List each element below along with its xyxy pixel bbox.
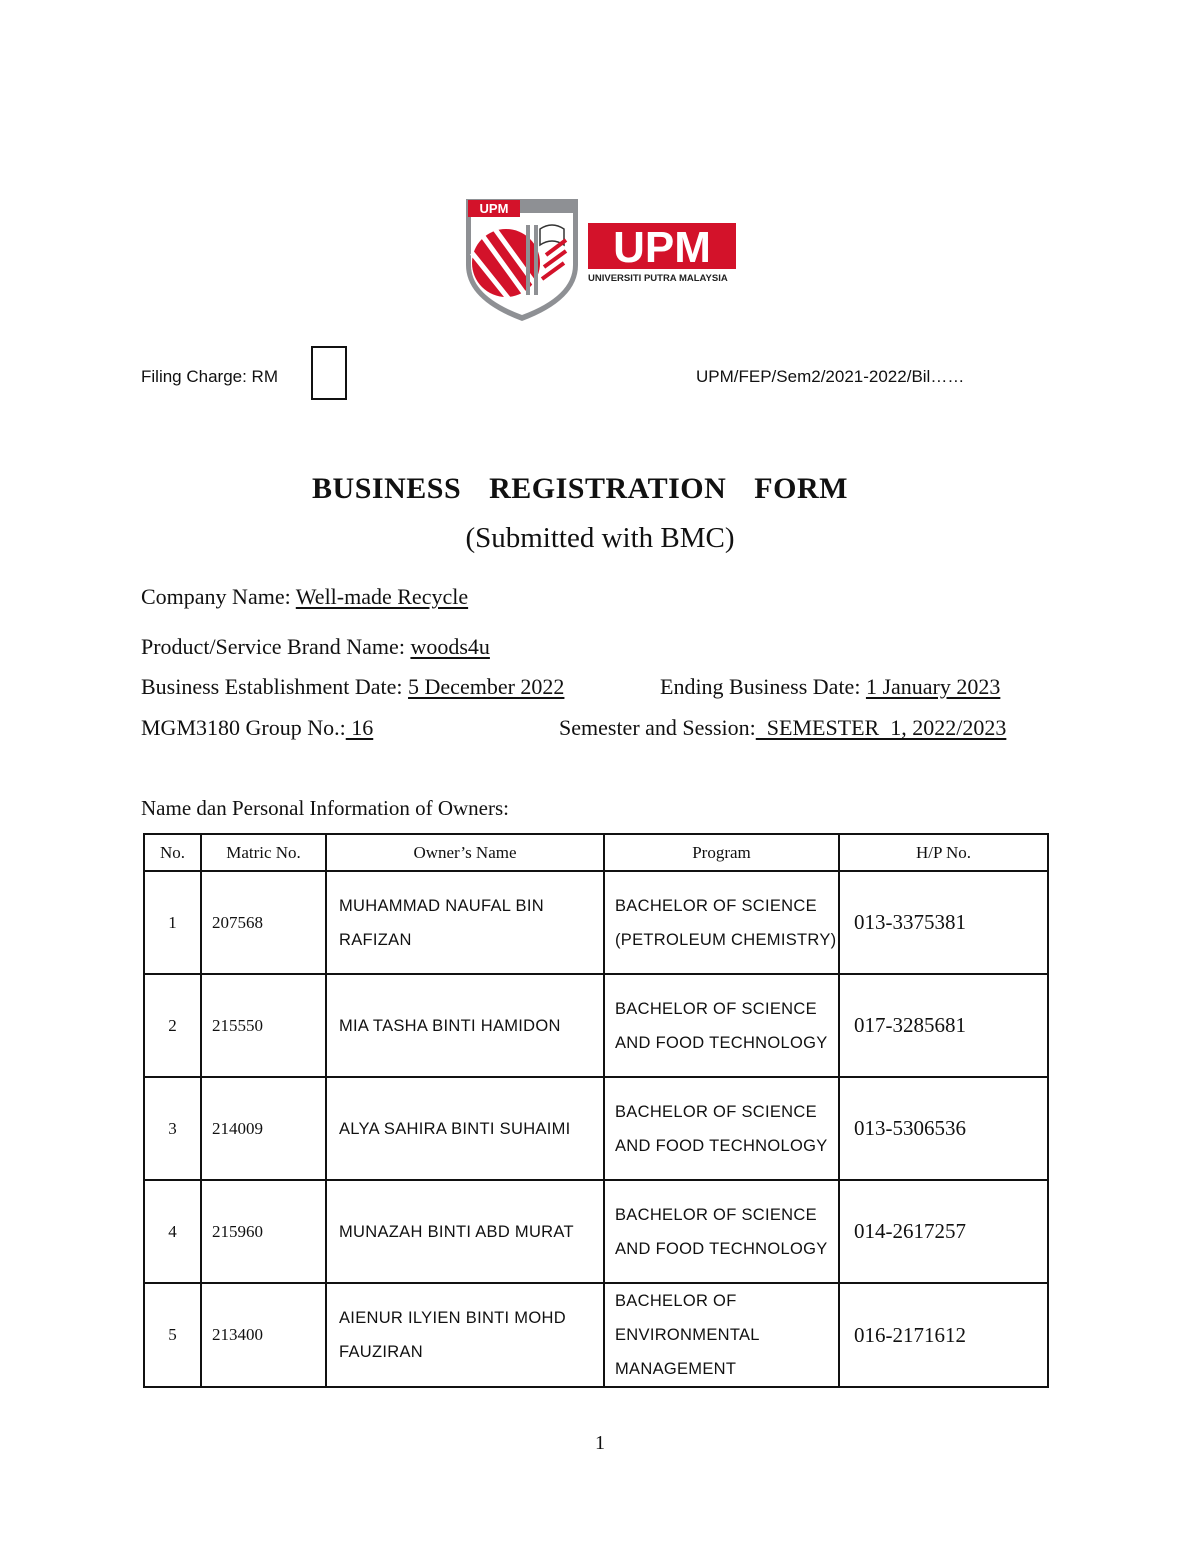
semester-session-field xyxy=(559,715,1006,741)
table-row xyxy=(144,871,1048,974)
table-row xyxy=(144,1180,1048,1283)
establishment-date-value: 5 December 2022 xyxy=(408,674,565,699)
cell-matric: 215960 xyxy=(201,1180,326,1283)
cell-hp: 014-2617257 xyxy=(839,1180,1048,1283)
shield-badge-text: UPM xyxy=(479,201,509,216)
cell-no: 5 xyxy=(144,1283,201,1387)
column-header-hp: H/P No. xyxy=(839,834,1048,871)
upm-logo xyxy=(462,195,742,325)
ending-date-field xyxy=(660,674,1000,700)
cell-matric: 207568 xyxy=(201,871,326,974)
form-title: BUSINESS REGISTRATION FORM xyxy=(312,472,848,505)
group-number-field xyxy=(141,715,373,741)
brand-name-label: Product/Service Brand Name: xyxy=(141,634,411,659)
owners-table xyxy=(143,833,1049,1388)
table-row xyxy=(144,1283,1048,1387)
reference-number: UPM/FEP/Sem2/2021-2022/Bil…… xyxy=(696,367,965,386)
cell-program: BACHELOR OF ENVIRONMENTAL MANAGEMENT xyxy=(604,1283,839,1387)
cell-program: BACHELOR OF SCIENCE AND FOOD TECHNOLOGY xyxy=(604,1180,839,1283)
group-number-label: MGM3180 Group No.: xyxy=(141,715,346,740)
cell-owner-name: MUHAMMAD NAUFAL BIN RAFIZAN xyxy=(326,871,604,974)
cell-matric: 213400 xyxy=(201,1283,326,1387)
establishment-date-label: Business Establishment Date: xyxy=(141,674,409,699)
filing-charge-box[interactable] xyxy=(311,346,347,400)
group-number-value: 16 xyxy=(345,715,374,740)
column-header-matric: Matric No. xyxy=(201,834,326,871)
cell-no: 2 xyxy=(144,974,201,1077)
cell-owner-name: AIENUR ILYIEN BINTI MOHD FAUZIRAN xyxy=(326,1283,604,1387)
cell-program: BACHELOR OF SCIENCE (PETROLEUM CHEMISTRY) xyxy=(604,871,839,974)
table-row xyxy=(144,1077,1048,1180)
establishment-date-field xyxy=(141,674,564,700)
company-name-label: Company Name: xyxy=(141,584,296,609)
cell-owner-name: ALYA SAHIRA BINTI SUHAIMI xyxy=(326,1077,604,1180)
column-header-program: Program xyxy=(604,834,839,871)
filing-charge-label: Filing Charge: RM xyxy=(141,367,278,386)
semester-session-value: SEMESTER 1, 2022/2023 xyxy=(755,715,1007,740)
column-header-no: No. xyxy=(144,834,201,871)
column-header-owner-name: Owner’s Name xyxy=(326,834,604,871)
cell-hp: 013-3375381 xyxy=(839,871,1048,974)
brand-name-value: woods4u xyxy=(410,634,490,659)
cell-hp: 016-2171612 xyxy=(839,1283,1048,1387)
logo-wordmark: UPM xyxy=(613,223,711,272)
company-name-value: Well-made Recycle xyxy=(295,584,469,609)
cell-matric: 214009 xyxy=(201,1077,326,1180)
cell-program: BACHELOR OF SCIENCE AND FOOD TECHNOLOGY xyxy=(604,1077,839,1180)
semester-session-label: Semester and Session: xyxy=(559,715,756,740)
cell-owner-name: MUNAZAH BINTI ABD MURAT xyxy=(326,1180,604,1283)
brand-name-field xyxy=(141,634,490,660)
table-header-row xyxy=(144,834,1048,871)
company-name-field xyxy=(141,584,468,610)
table-row xyxy=(144,974,1048,1077)
form-subtitle: (Submitted with BMC) xyxy=(465,522,735,554)
cell-no: 3 xyxy=(144,1077,201,1180)
owners-heading: Name dan Personal Information of Owners: xyxy=(141,796,509,820)
cell-no: 4 xyxy=(144,1180,201,1283)
cell-no: 1 xyxy=(144,871,201,974)
cell-matric: 215550 xyxy=(201,974,326,1077)
page-number: 1 xyxy=(595,1432,605,1454)
ending-date-value: 1 January 2023 xyxy=(865,674,1001,699)
cell-hp: 017-3285681 xyxy=(839,974,1048,1077)
ending-date-label: Ending Business Date: xyxy=(660,674,866,699)
cell-hp: 013-5306536 xyxy=(839,1077,1048,1180)
logo-tagline: UNIVERSITI PUTRA MALAYSIA xyxy=(588,273,728,284)
cell-owner-name: MIA TASHA BINTI HAMIDON xyxy=(326,974,604,1077)
cell-program: BACHELOR OF SCIENCE AND FOOD TECHNOLOGY xyxy=(604,974,839,1077)
